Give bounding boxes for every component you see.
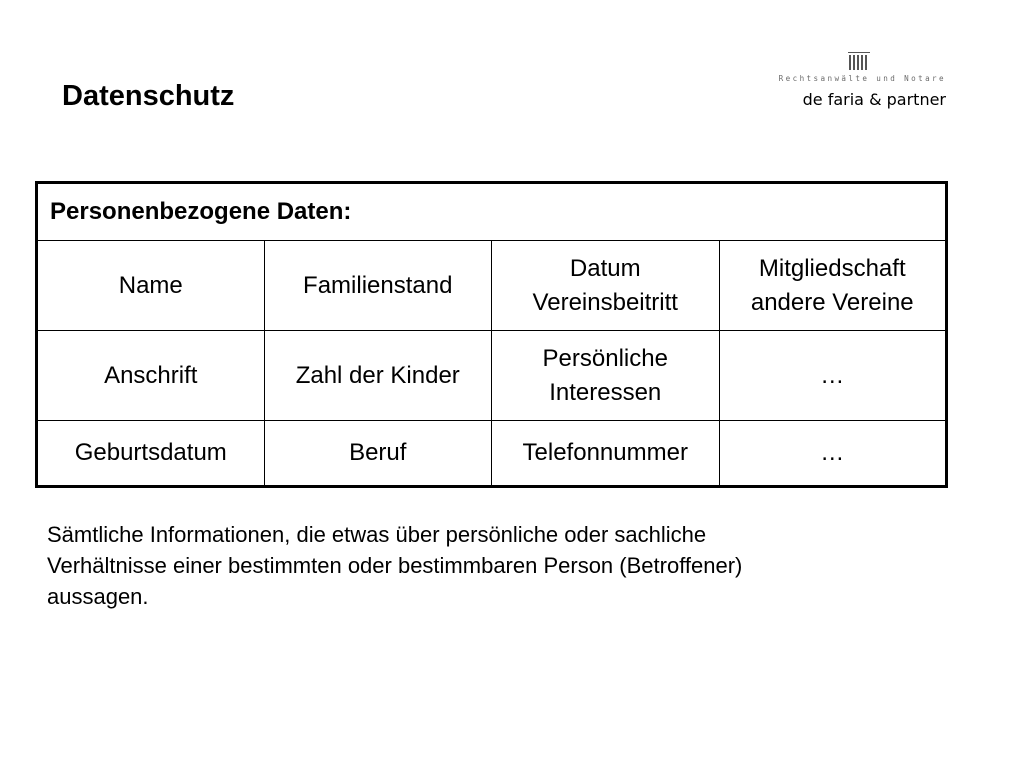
table-cell: Name xyxy=(37,241,265,331)
table-cell: Telefonnummer xyxy=(492,421,720,487)
table-cell: Datum Vereinsbeitritt xyxy=(492,241,720,331)
company-logo xyxy=(776,52,946,112)
description-text: Sämtliche Informationen, die etwas über persönliche oder sachliche Verhältnisse einer bestimmten oder bestimmbaren Person (Betroffener) aussagen. xyxy=(47,522,743,609)
table-cell: … xyxy=(719,331,947,421)
page-title: Datenschutz xyxy=(62,80,235,112)
table-cell: Persönliche Interessen xyxy=(492,331,720,421)
logo-company-name: de faria & partner xyxy=(802,90,946,109)
table-cell: Anschrift xyxy=(37,331,265,421)
table-cell: Zahl der Kinder xyxy=(264,331,492,421)
table-cell: Beruf xyxy=(264,421,492,487)
building-columns-icon xyxy=(848,52,870,70)
logo-tagline: Rechtsanwälte und Notare xyxy=(778,74,946,83)
table-cell: Familienstand xyxy=(264,241,492,331)
table-row xyxy=(37,241,947,331)
personal-data-table xyxy=(35,181,948,488)
table-header-row xyxy=(37,183,947,241)
table-cell: … xyxy=(719,421,947,487)
table-row xyxy=(37,421,947,487)
table-row xyxy=(37,331,947,421)
table-cell: Mitgliedschaft andere Vereine xyxy=(719,241,947,331)
table-header: Personenbezogene Daten: xyxy=(37,183,947,241)
table-cell: Geburtsdatum xyxy=(37,421,265,487)
